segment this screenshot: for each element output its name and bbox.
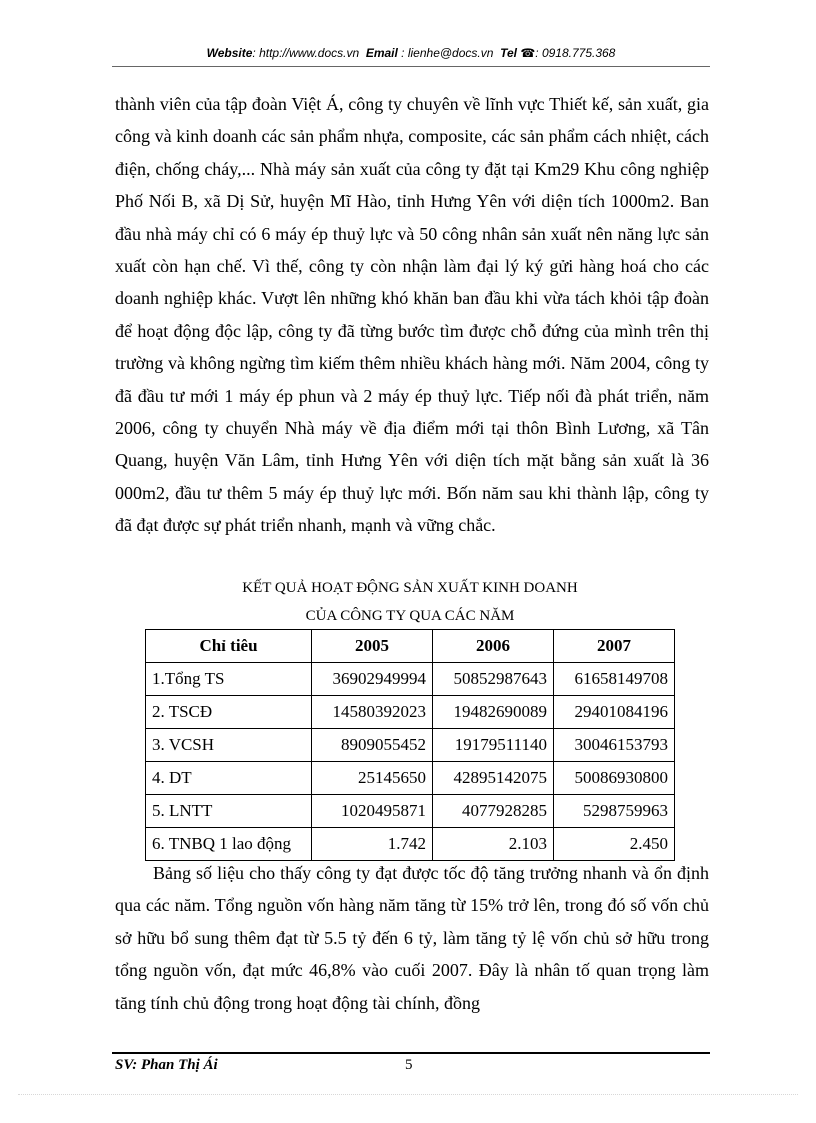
body-paragraph-1: thành viên của tập đoàn Việt Á, công ty chuyên về lĩnh vực Thiết kế, sản xuất, gia công và kinh doanh các sản phẩm nhựa, composite, các sản phẩm cách nhiệt, cách điện, chống cháy,... Nhà máy sản xuất của công ty đặt tại Km29 Khu công nghiệp Phố Nối B, xã Dị Sử, huyện Mĩ Hào, tỉnh Hưng Yên với diện tích 1000m2. Ban đầu nhà máy chỉ có 6 máy ép thuỷ lực và 50 công nhân sản xuất nên năng lực sản xuất còn hạn chế. Vì thế, công ty còn nhận làm đại lý ký gửi hàng hoá cho các doanh nghiệp khác. Vượt lên những khó khăn ban đầu khi vừa tách khỏi tập đoàn để hoạt động độc lập, công ty đã từng bước tìm được chỗ đứng của mình trên thị trường và không ngừng tìm kiếm thêm nhiều khách hàng mới. Năm 2004, công ty đã đầu tư mới 1 máy ép phun và 2 máy ép thuỷ lực. Tiếp nối đà phát triển, năm 2006, công ty chuyển Nhà máy về địa điểm mới tại thôn Bình Lương, xã Tân Quang, huyện Văn Lâm, tỉnh Hưng Yên với diện tích mặt bằng sản xuất là 36 000m2, đầu tư thêm 5 máy ép thuỷ lực mới. Bốn năm sau khi thành lập, công ty đã đạt được sự phát triển nhanh, mạnh và vững chắc. <box>115 94 709 536</box>
table-cell: 19179511140 <box>433 729 554 762</box>
tel-value: : 0918.775.368 <box>535 46 616 60</box>
table-title-line-1: KẾT QUẢ HOẠT ĐỘNG SẢN XUẤT KINH DOANH <box>242 580 578 596</box>
table-cell: 14580392023 <box>312 696 433 729</box>
footer-divider <box>112 1052 710 1054</box>
table-cell: 50086930800 <box>554 762 675 795</box>
table-row <box>146 795 675 828</box>
table-cell: 1020495871 <box>312 795 433 828</box>
table-cell: 2.450 <box>554 828 675 861</box>
table-header-cell: 2007 <box>554 630 675 663</box>
table-header-cell: 2005 <box>312 630 433 663</box>
table-cell: 2.103 <box>433 828 554 861</box>
table-cell: 2. TSCĐ <box>146 696 312 729</box>
table-cell: 29401084196 <box>554 696 675 729</box>
table-header-cell: 2006 <box>433 630 554 663</box>
table-row <box>146 729 675 762</box>
website-label: Website <box>206 46 253 60</box>
table-header-cell: Chỉ tiêu <box>146 630 312 663</box>
table-header-row <box>146 630 675 663</box>
table-row <box>146 828 675 861</box>
table-cell: 6. TNBQ 1 lao động <box>146 828 312 861</box>
table-cell: 5298759963 <box>554 795 675 828</box>
results-table <box>145 629 675 861</box>
table-cell: 36902949994 <box>312 663 433 696</box>
page-header <box>112 46 710 60</box>
table-cell: 4. DT <box>146 762 312 795</box>
table-cell: 1.Tổng TS <box>146 663 312 696</box>
body-paragraph-2: Bảng số liệu cho thấy công ty đạt được tốc độ tăng trưởng nhanh và ổn định qua các năm. Tổng nguồn vốn hàng năm tăng từ 15% trở lên, trong đó số vốn chủ sở hữu bổ sung thêm đạt từ 5.5 tỷ đến 6 tỷ, làm tăng tỷ lệ vốn chủ sở hữu trong tổng nguồn vốn, đạt mức 46,8% vào cuối 2007. Đây là nhân tố quan trọng làm tăng tính chủ động trong hoạt động tài chính, đồng <box>115 863 709 1013</box>
page-bottom-border <box>18 1094 798 1095</box>
phone-icon: ☎ <box>520 46 536 60</box>
tel-label: Tel <box>500 46 517 60</box>
table-cell: 61658149708 <box>554 663 675 696</box>
table-cell: 1.742 <box>312 828 433 861</box>
table-cell: 25145650 <box>312 762 433 795</box>
table-cell: 42895142075 <box>433 762 554 795</box>
website-value: : http://www.docs.vn <box>252 46 360 60</box>
table-cell: 30046153793 <box>554 729 675 762</box>
table-cell: 4077928285 <box>433 795 554 828</box>
page-number: 5 <box>405 1057 413 1073</box>
table-row <box>146 663 675 696</box>
header-divider <box>112 66 710 67</box>
email-value: : lienhe@docs.vn <box>401 46 494 60</box>
table-row <box>146 762 675 795</box>
table-cell: 50852987643 <box>433 663 554 696</box>
table-cell: 19482690089 <box>433 696 554 729</box>
table-title-line-2: CỦA CÔNG TY QUA CÁC NĂM <box>305 608 515 624</box>
table-title <box>140 574 680 630</box>
table-row <box>146 696 675 729</box>
table-cell: 8909055452 <box>312 729 433 762</box>
table-cell: 3. VCSH <box>146 729 312 762</box>
footer-author: SV: Phan Thị Ái <box>115 1057 218 1073</box>
email-label: Email <box>365 46 398 60</box>
table-cell: 5. LNTT <box>146 795 312 828</box>
